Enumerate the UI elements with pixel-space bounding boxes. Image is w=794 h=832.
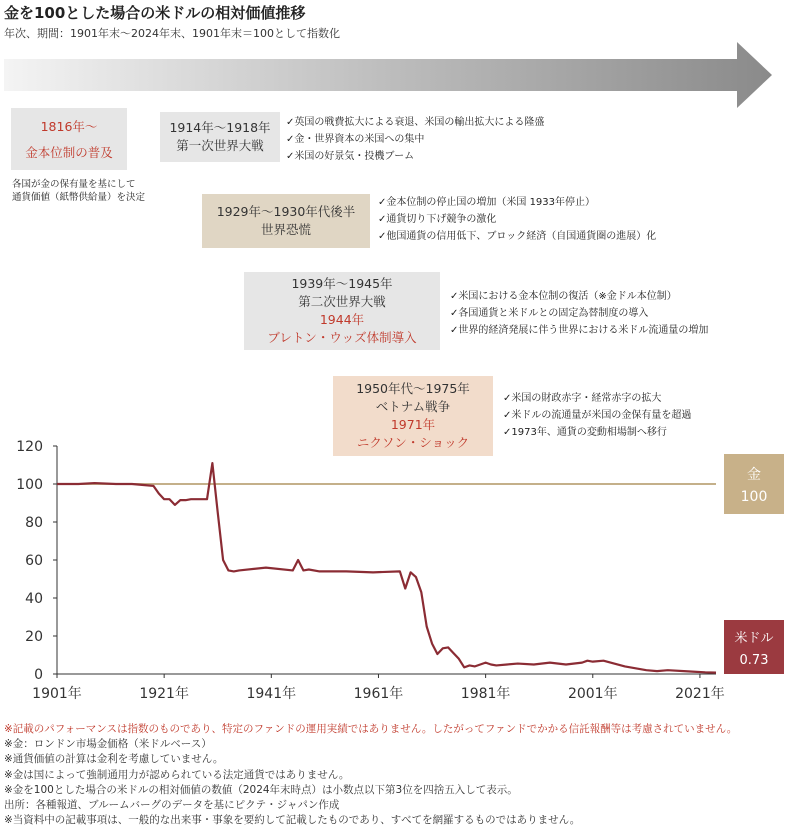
y-tick-label: 80 [25, 515, 43, 531]
event-year: 1929年～1930年代後半 [216, 204, 356, 219]
footnote: ※金は国によって強制通用力が認められている法定通貨ではありません。 [4, 768, 350, 781]
end-label-usd-value: 0.73 [739, 653, 769, 668]
timeline-arrow [4, 40, 772, 110]
x-tick-label: 1981年 [460, 686, 511, 702]
y-tick-label: 100 [16, 477, 43, 493]
event-bullets-depression [378, 194, 656, 245]
event-name: ベトナム戦争 [375, 399, 451, 414]
event-box-depression [202, 194, 370, 248]
bullet: ✓ 英国の戦費拡大による衰退、米国の輸出拡大による隆盛 [286, 114, 544, 131]
x-tick-label: 2001年 [567, 686, 618, 702]
event-box-wwi [160, 112, 280, 162]
footnote: ※金：ロンドン市場金価格（米ドルベース） [4, 738, 212, 751]
bullet: ✓ 米国における金本位制の復活（※金ドル本位制） [450, 288, 708, 305]
event-box-wwii [244, 272, 440, 350]
page-subtitle: 年次、期間：1901年末～2024年末、1901年末＝100として指数化 [4, 27, 340, 40]
bullet: ✓ 米ドルの流通量が米国の金保有量を超過 [503, 407, 691, 424]
event-bullets-vietnam [503, 390, 691, 441]
bullet: ✓ 金・世界資本の米国への集中 [286, 131, 544, 148]
x-tick-label: 1901年 [32, 686, 82, 702]
event-year: 1950年代～1975年 [356, 381, 470, 396]
footnote: ※当資料中の記載事項は、一般的な出来事・事象を要約して記載したものであり、すべてを網羅するものではありません。 [4, 814, 581, 827]
event-name: 第二次世界大戦 [298, 294, 386, 309]
y-tick-label: 0 [34, 667, 43, 683]
x-tick-label: 1921年 [139, 686, 189, 702]
end-label-gold-box [724, 454, 784, 514]
bullet: ✓ 通貨切り下げ競争の激化 [378, 211, 656, 228]
y-tick-label: 120 [16, 439, 43, 455]
y-tick-label: 40 [25, 591, 43, 607]
footnotes [4, 722, 737, 828]
event-year: 1914年～1918年 [169, 120, 271, 135]
end-label-gold-value: 100 [740, 489, 768, 505]
event-year: 1816年～ [40, 119, 98, 134]
event-red-name: ブレトン・ウッズ体制導入 [267, 330, 417, 345]
y-tick-label: 60 [25, 553, 43, 569]
footnote: ※金を100とした場合の米ドルの相対価値の数値（2024年末時点）は小数点以下第3位を四捨五入して表示。 [4, 783, 518, 796]
note-line: 各国が金の保有量を基にして [12, 179, 136, 190]
event-name: 第一次世界大戦 [176, 138, 264, 153]
event-red-name: ニクソン・ショック [356, 435, 470, 450]
event-bullets-wwii [450, 288, 708, 339]
page-title: 金を100とした場合の米ドルの相対価値推移 [4, 4, 306, 22]
bullet: ✓ 世界的経済発展に伴う世界における米ドル流通量の増加 [450, 322, 708, 339]
line-chart [0, 438, 794, 710]
event-name: 世界恐慌 [260, 222, 311, 237]
end-label-usd-name: 米ドル [734, 631, 774, 646]
bullet: ✓ 1973年、通貨の変動相場制へ移行 [503, 424, 691, 441]
event-bullets-wwi [286, 114, 544, 165]
bullet: ✓ 他国通貨の信用低下、ブロック経済（自国通貨圏の進展）化 [378, 228, 656, 245]
end-label-gold-name: 金 [747, 467, 761, 483]
x-tick-label: 2021年 [675, 686, 725, 702]
y-tick-label: 20 [25, 629, 43, 645]
bullet: ✓ 各国通貨と米ドルとの固定為替制度の導入 [450, 305, 708, 322]
footnote: ※通貨価値の計算は金利を考慮していません。 [4, 753, 224, 766]
event-box-gold-standard [11, 108, 127, 170]
footnote-disclaimer: ※記載のパフォーマンスは指数のものであり、特定のファンドの運用実績ではありません。したがってファンドでかかる信託報酬等は考慮されていません。 [4, 723, 738, 735]
series-line-usd [57, 463, 716, 673]
bullet: ✓ 米国の財政赤字・経常赤字の拡大 [503, 390, 691, 407]
event-red-year: 1971年 [390, 417, 436, 432]
x-tick-label: 1961年 [353, 686, 404, 702]
x-tick-label: 1941年 [246, 686, 297, 702]
event-name: 金本位制の普及 [25, 145, 113, 160]
event-red-year: 1944年 [319, 312, 365, 327]
note-line: 通貨価値（紙幣供給量）を決定 [12, 192, 146, 203]
bullet: ✓ 米国の好景気・投機ブーム [286, 148, 544, 165]
bullet: ✓ 金本位制の停止国の増加（米国 1933年停止） [378, 194, 656, 211]
event-year: 1939年～1945年 [291, 276, 393, 291]
footnote-source: 出所：各種報道、ブルームバーグのデータを基にピクテ・ジャパン作成 [4, 799, 340, 812]
event-note-gold-standard [12, 178, 145, 204]
